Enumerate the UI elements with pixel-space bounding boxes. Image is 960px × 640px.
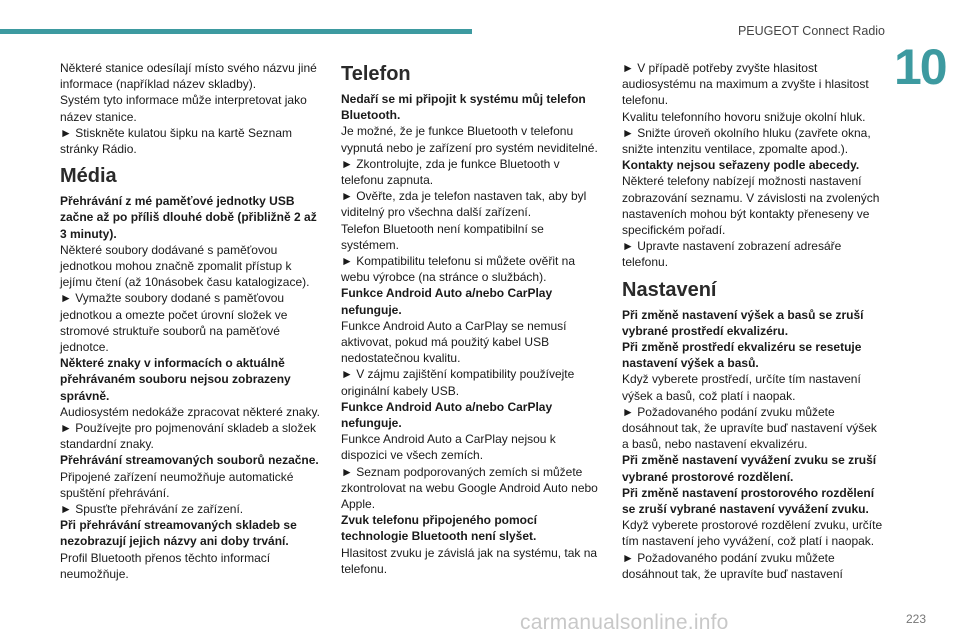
paragraph: ► Upravte nastavení zobrazení adresáře telefonu.: [622, 239, 842, 270]
paragraph: ► Vymažte soubory dodané s paměťovou jednotkou a omezte počet úrovní složek ve stromové struktuře souborů na paměťové jednotce.: [60, 291, 288, 355]
question-heading: Zvuk telefonu připojeného pomocí technologie Bluetooth není slyšet.: [341, 513, 538, 544]
section-heading: Telefon: [341, 63, 411, 85]
section-heading: Nastavení: [622, 278, 717, 301]
question-heading: Při přehrávání streamovaných skladeb se nezobrazují jejich názvy ani doby trvání.: [60, 518, 297, 549]
question-heading: Přehrávání z mé paměťové jednotky USB začne až po příliš dlouhé době (přibližně 2 až 3 minuty).: [60, 194, 317, 241]
column-left: [60, 60, 322, 582]
paragraph: ► Požadovaného podání zvuku můžete dosáhnout tak, že upravíte buď nastavení: [622, 550, 843, 581]
column-right: [622, 60, 884, 582]
question-heading: Kontakty nejsou seřazeny podle abecedy.: [622, 158, 860, 173]
paragraph: ► V případě potřeby zvyšte hlasitost audiosystému na maximum a zvyšte i hlasitost telefonu.: [622, 61, 869, 108]
paragraph: Profil Bluetooth přenos těchto informací neumožňuje.: [60, 550, 271, 581]
paragraph: ► V zájmu zajištění kompatibility používejte originální kabely USB.: [341, 367, 575, 398]
page-number: 223: [906, 612, 927, 626]
paragraph: Některé stanice odesílají místo svého názvu jiné informace (například název skladby).: [60, 61, 317, 92]
paragraph: Audiosystém nedokáže zpracovat některé znaky.: [60, 404, 320, 419]
question-heading: Funkce Android Auto a/nebo CarPlay nefunguje.: [341, 399, 553, 431]
paragraph: ► Seznam podporovaných zemích si můžete zkontrolovat na webu Google Android Auto nebo Apple.: [341, 464, 598, 512]
question-heading: Funkce Android Auto a/nebo CarPlay nefunguje.: [341, 286, 553, 317]
paragraph: Když vyberete prostorové rozdělení zvuku, určíte tím nastavení jeho vyvážení, což platí i naopak.: [622, 518, 883, 549]
paragraph: ► Stiskněte kulatou šipku na kartě Seznam stránky Rádio.: [60, 125, 292, 157]
paragraph: Některé soubory dodávané s paměťovou jednotkou mohou značně zpomalit přístup k jejímu čtení (až 10násobek času katalogizace).: [60, 242, 310, 290]
footer-watermark: carmanualsonline.info: [520, 611, 729, 634]
chapter-number: 10: [894, 39, 946, 95]
paragraph: ► Ověřte, zda je telefon nastaven tak, aby byl viditelný pro všechna další zařízení.: [341, 189, 587, 220]
paragraph: Když vyberete prostředí, určíte tím nastavení výšek a basů, což platí i naopak.: [622, 372, 861, 403]
paragraph: Funkce Android Auto a CarPlay se nemusí aktivovat, pokud má použitý kabel USB nedostatečnou kvalitu.: [341, 318, 567, 366]
paragraph: Je možné, že je funkce Bluetooth v telefonu vypnutá nebo je zařízení pro systém neviditelné.: [341, 124, 598, 155]
page-header-title: PEUGEOT Connect Radio: [737, 24, 885, 38]
chapter-tab: [888, 30, 960, 100]
paragraph: ► Kompatibilitu telefonu si můžete ověřit na webu výrobce (na stránce o službách).: [341, 254, 575, 285]
paragraph: Funkce Android Auto a CarPlay nejsou k dispozici ve všech zemích.: [341, 432, 556, 463]
paragraph: ► Snižte úroveň okolního hluku (zavřete okna, snižte intenzitu ventilace, zpomalte apod.).: [622, 125, 871, 157]
question-heading: Některé znaky v informacích o aktuálně přehrávaném souboru nejsou zobrazeny správně.: [60, 356, 291, 403]
paragraph: Připojené zařízení neumožňuje automatické spuštění přehrávání.: [60, 469, 294, 500]
question-heading: Při změně nastavení výšek a basů se zruší vybrané prostředí ekvalizéru.: [622, 307, 864, 338]
column-middle: [341, 62, 603, 577]
paragraph: Některé telefony nabízejí možnosti nastavení zobrazování seznamu. V závislosti na zvolených nastaveních mohou být kontakty přeneseny ve specifickém pořadí.: [622, 174, 880, 238]
question-heading: Při změně nastavení vyvážení zvuku se zruší vybrané prostorové rozdělení.: [622, 453, 877, 484]
paragraph: Kvalitu telefonního hovoru snižuje okolní hluk.: [622, 109, 866, 124]
header-accent-bar: [0, 29, 472, 34]
paragraph: Hlasitost zvuku je závislá jak na systému, tak na telefonu.: [341, 545, 598, 576]
question-heading: Přehrávání streamovaných souborů nezačne.: [60, 453, 319, 468]
section-heading: Média: [60, 165, 117, 188]
paragraph: ► Používejte pro pojmenování skladeb a složek standardní znaky.: [60, 421, 317, 452]
paragraph: ► Spusťte přehrávání ze zařízení.: [60, 502, 244, 517]
paragraph: Systém tyto informace může interpretovat jako název stanice.: [60, 93, 307, 124]
paragraph: ► Požadovaného podání zvuku můžete dosáhnout tak, že upravíte buď nastavení výšek a basů, nebo nastavení ekvalizéru.: [622, 404, 877, 452]
question-heading: Nedaří se mi připojit k systému můj telefon Bluetooth.: [341, 92, 586, 123]
paragraph: Telefon Bluetooth není kompatibilní se systémem.: [341, 221, 544, 252]
question-heading: Při změně nastavení prostorového rozdělení se zruší vybrané nastavení vyvážení zvuku.: [622, 485, 875, 517]
paragraph: ► Zkontrolujte, zda je funkce Bluetooth v telefonu zapnuta.: [341, 156, 560, 188]
question-heading: Při změně prostředí ekvalizéru se resetuje nastavení výšek a basů.: [622, 340, 862, 371]
